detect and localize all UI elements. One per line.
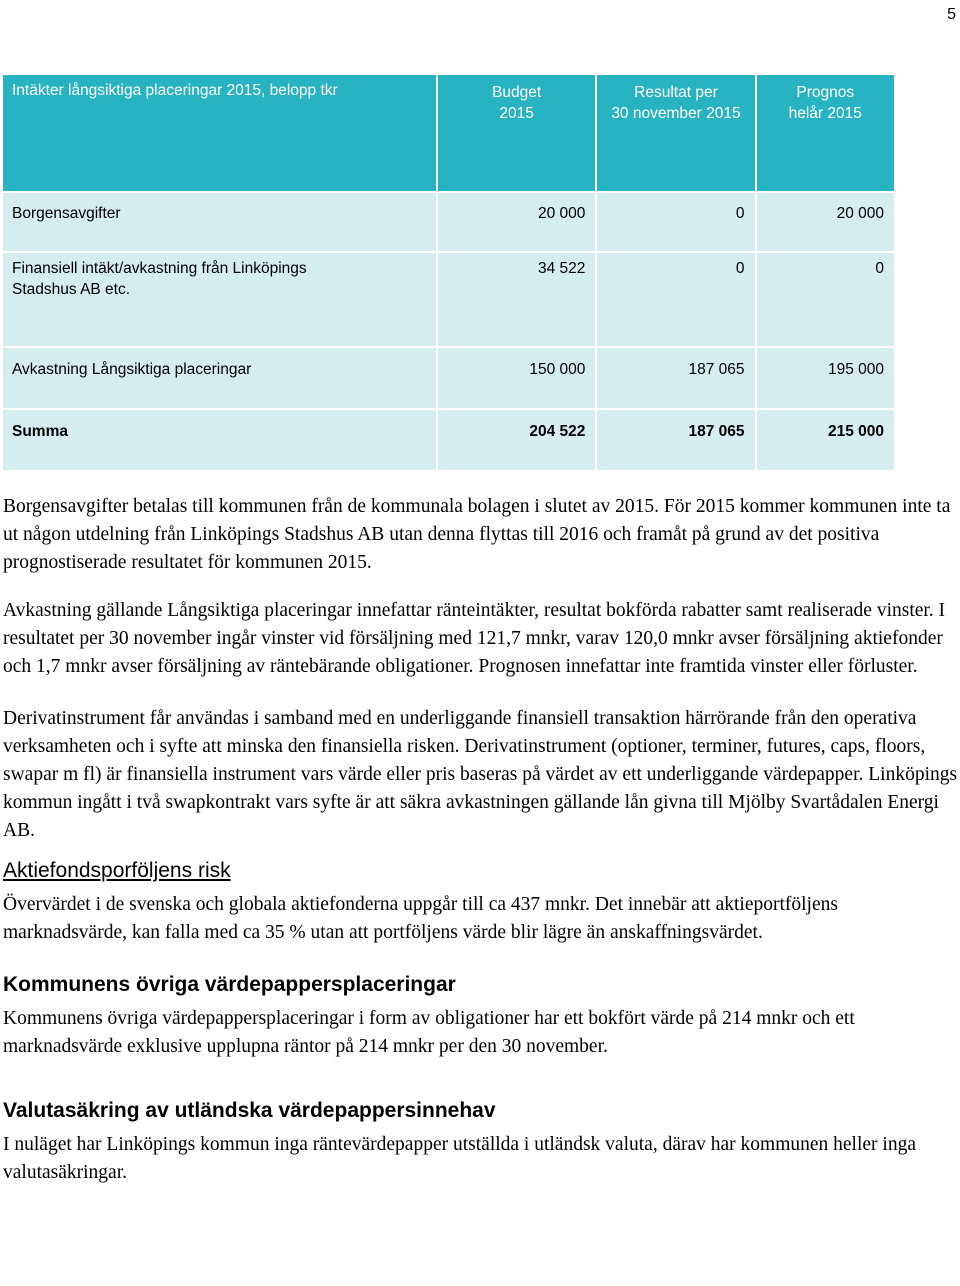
cell-prognos-text: 215 000 — [827, 423, 884, 440]
paragraph-derivatinstrument: Derivatinstrument får användas i samband med en underliggande finansiell transaktion härrörande från den operativa verksamheten och i syfte att minska den finansiella risken. Derivatinstrument (optioner, terminer, futures, caps, floors, swapar m fl) är finansiella instrument vars värde eller pris baseras på värdet av ett underliggande värdepapper. Linköpings kommun ingått i två swapkontrakt vars syfte är att säkra avkastningen gällande lån givna till Mjölby Svartådalen Energi AB. — [3, 708, 958, 841]
cell-resultat — [597, 253, 756, 348]
header-prognos-text: Prognos helår 2015 — [788, 84, 862, 122]
heading-ovriga-placeringar: Kommunens övriga värdepappersplaceringar — [3, 973, 456, 996]
row-label-text: Summa — [12, 423, 68, 440]
header-description: Intäkter långsiktiga placeringar 2015, belopp tkr — [3, 75, 438, 193]
cell-resultat — [597, 193, 756, 253]
row-label — [3, 193, 438, 253]
table-row — [3, 253, 896, 348]
cell-resultat-text: 0 — [735, 260, 745, 277]
row-label — [3, 410, 438, 472]
row-label — [3, 348, 438, 410]
cell-resultat-text: 187 065 — [688, 423, 745, 440]
header-resultat — [597, 75, 756, 193]
cell-budget-text: 150 000 — [529, 361, 586, 378]
cell-prognos — [757, 410, 896, 472]
cell-resultat — [597, 348, 756, 410]
heading-aktiefond-risk: Aktiefondsporföljens risk — [3, 859, 231, 882]
cell-prognos — [757, 193, 896, 253]
row-label-text: Avkastning Långsiktiga placeringar — [12, 361, 252, 378]
cell-budget-text: 34 522 — [537, 260, 586, 277]
row-label-text: Finansiell intäkt/avkastning från Linköpings Stadshus AB etc. — [12, 260, 307, 298]
cell-budget — [438, 253, 597, 348]
heading-valutasakring: Valutasäkring av utländska värdepappersinnehav — [3, 1099, 496, 1122]
header-budget — [438, 75, 597, 193]
paragraph-valutasakring: I nuläget har Linköpings kommun inga räntevärdepapper utställda i utländsk valuta, därav har kommunen heller inga valutasäkringar. — [3, 1134, 916, 1183]
cell-prognos — [757, 253, 896, 348]
income-table — [3, 75, 896, 472]
row-label-text: Borgensavgifter — [12, 205, 121, 222]
cell-budget-text: 20 000 — [537, 205, 586, 222]
cell-resultat — [597, 410, 756, 472]
table-total-row — [3, 410, 896, 472]
header-resultat-text: Resultat per 30 november 2015 — [611, 84, 741, 122]
table-header-row — [3, 75, 896, 193]
cell-budget-text: 204 522 — [529, 423, 586, 440]
paragraph-borgensavgifter: Borgensavgifter betalas till kommunen från de kommunala bolagen i slutet av 2015. För 2015 kommer kommunen inte ta ut någon utdelning från Linköpings Stadshus AB utan denna flyttas till 2016 och framåt på grund av det positiva prognostiserade resultatet för kommunen 2015. — [3, 496, 951, 573]
table-row — [3, 348, 896, 410]
header-budget-text: Budget 2015 — [492, 84, 542, 122]
cell-budget — [438, 193, 597, 253]
paragraph-ovriga-placeringar: Kommunens övriga värdepappersplaceringar i form av obligationer har ett bokfört värde på 214 mnkr och ett marknadsvärde exklusive upplupna räntor på 214 mnkr per den 30 november. — [3, 1008, 855, 1057]
cell-budget — [438, 348, 597, 410]
paragraph-avkastning: Avkastning gällande Långsiktiga placeringar innefattar ränteintäkter, resultat bokförda rabatter samt realiserade vinster. I resultatet per 30 november ingår vinster vid försäljning med 121,7 mnkr, varav 120,0 mnkr avser försäljning aktiefonder och 1,7 mnkr avser försäljning av räntebärande obligationer. Prognosen innefattar inte framtida vinster eller förluster. — [3, 600, 946, 677]
cell-prognos-text: 195 000 — [827, 361, 884, 378]
page-number: 5 — [947, 6, 956, 23]
cell-prognos-text: 0 — [875, 260, 884, 277]
cell-budget — [438, 410, 597, 472]
cell-prognos — [757, 348, 896, 410]
cell-prognos-text: 20 000 — [836, 205, 884, 222]
row-label — [3, 253, 438, 348]
table-row — [3, 193, 896, 253]
cell-resultat-text: 187 065 — [688, 361, 745, 378]
document-body — [3, 493, 958, 1207]
paragraph-aktiefond: Övervärdet i de svenska och globala aktiefonderna uppgår till ca 437 mnkr. Det innebär att aktieportföljens marknadsvärde, kan falla med ca 35 % utan att portföljens värde blir lägre än anskaffningsvärdet. — [3, 894, 838, 943]
header-prognos — [757, 75, 896, 193]
cell-resultat-text: 0 — [735, 205, 745, 222]
